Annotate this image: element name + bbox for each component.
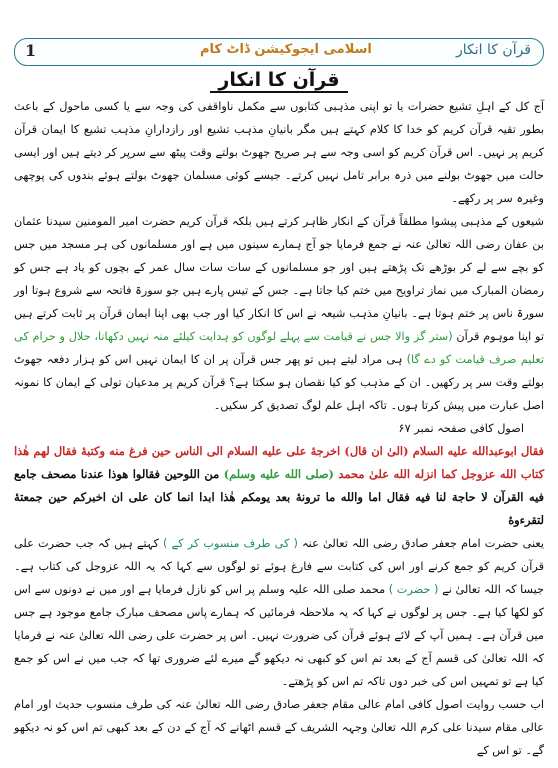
arabic-salutation: (صلی الله علیه وسلم) bbox=[223, 467, 334, 481]
paragraph-text: ہی مراد لیتے ہیں تو پھر جس قرآن پر ان کا ایمان نہیں اس کو ہزار دفعہ جھوٹ بولتے وقت سر پر رکھیں۔ ان کے مذہب کو کیا نقصان ہو سکتا ہے؟ قرآن کریم پر مدعیان تولی کے ایمان کا نمونہ اصل عبارت میں پیش کرتا ہوں۔ تاکہ اہل علم لوگ تصدیق کر سکیں۔ bbox=[14, 353, 544, 412]
paragraph-text: یعنی حضرت امام جعفر صادق رضی اللہ تعالیٰ عنہ bbox=[302, 537, 544, 550]
paragraph-text: کہتے ہیں کہ جب حضرت علی قرآن کریم کو جمع کرنے اور اس کی کتابت سے فارغ ہوئے تو لوگوں سے کہا کہ یہ اللہ عزوجل کی کتاب ہے۔ جیسا کہ اللہ تعالیٰ نے bbox=[14, 537, 544, 596]
paragraph-intro: آج کل کے اہلِ تشیع حضرات یا تو اپنی مذہبی کتابوں سے مکمل ناواقفی کی وجہ سے یا کسی ماحول کے باعث بطور تقیہ قرآن کریم کو خدا کا کلام کہتے ہیں مگر بانیانِ مذہب تشیع اور رازدارانِ مذہب تشیع کا ایمان قرآن کریم پر نہیں۔ اس قرآن کریم کو اسی وجہ سے ہر صریح جھوٹ بولتے وقت پیٹھ سے سرپر کر دیتے ہیں اور ایسی حالت میں جھوٹ بولنے میں ذرہ برابر تامل نہیں کرتے۔ جیسے کوئی مسلمان جھوٹ بولتے ہوئے بندوں کی پوچھی وغیرہ سر پر رکھے۔ bbox=[14, 100, 544, 205]
page-header bbox=[14, 38, 544, 66]
quote-hazrat: ( حضرت ) bbox=[388, 583, 439, 596]
paragraph-conclusion: اب حسب روایت اصول کافی امام عالی مقام جعفر صادق رضی اللہ تعالیٰ عنہ کی طرف منسوب حدیث اور امام عالی مقام سیدنا علی کرم اللہ تعالیٰ وجہہ الشریف کے قسم اٹھانے کہ آج کے دن کے بعد کبھی تم اس کو نہ دیکھو گے۔ تو اس کے bbox=[14, 698, 544, 757]
quote-green: (ستر گز والا جس نے قیامت سے پہلے لوگوں کو ہدایت کیلئے منہ نہیں دکھانا، حلال و حرام کی تعلیم صرف قیامت کو دے گا) bbox=[14, 330, 544, 366]
paragraph-text: شیعوں کے مذہبی پیشوا مطلقاً قرآن کے انکار ظاہر کرتے ہیں بلکہ قرآن کریم حضرت امیر المومنین سیدنا عثمان بن عفان رضی اللہ تعالیٰ عنہ نے جمع فرمایا جو آج ہمارے سینوں میں ہے اور مسلمانوں کی ہر مسجد میں جس کو بچے سے لے کر بوڑھے تک پڑھتے ہیں اور جو مسلمانوں کے سات سات سال عمر کے بچوں کو یاد ہے جس کو رمضان المبارک میں نماز تراویح میں ختم کیا جاتا ہے۔ جس کے تیس پارے ہیں جو سورۃ فاتحہ سے شروع ہوتا اور سورۃ ناس پر ختم ہوتا ہے۔ بانیانِ مذہب شیعہ نے اس کا انکار کیا اور جب بھی اپنا ایمان قرآن پر ثابت کرتے ہیں تو اپنا موہوم قرآن bbox=[14, 215, 544, 343]
quote-attribution: ( کی طرف منسوب کر کے ) bbox=[163, 537, 298, 550]
page-title: قرآن کا انکار bbox=[14, 69, 544, 91]
arabic-text: من اللوحین فقالوا هوذا عندنا مصحف جامع فیه القرآن لا حاجة لنا فیه فقال اما والله ما ترونهٔ بعد یومکم هٰذا ابدا انما کان علی ان اخبرکم حین جمعتهٔ لتقرءوهٔ bbox=[14, 467, 544, 527]
document-page bbox=[14, 38, 544, 760]
arabic-text-red: فقال ابوعبدالله علیه السلام (الیٰ ان قال) اخرجهٔ علی علیه السلام الی الناس حین فرغ منه وکتبهٔ فقال لهم هٰذا کتاب الله عزوجل کما انزله الله علیٰ محمد bbox=[14, 444, 544, 481]
site-name: اسلامی ایجوکیشن ڈاٹ کام bbox=[200, 42, 372, 57]
paragraph-translation bbox=[14, 532, 544, 693]
article-body bbox=[14, 95, 544, 762]
paragraph-shia-leaders bbox=[14, 210, 544, 417]
page-number: 1 bbox=[25, 41, 37, 60]
reference-citation: اصول کافی صفحہ نمبر ۶۷ bbox=[398, 422, 524, 435]
header-section-title: قرآن کا انکار bbox=[456, 42, 531, 58]
paragraph-text: محمد صلی اللہ علیہ وسلم پر اس کو نازل فرمایا ہے اور میں نے دونوں سے اس کو لکھا کیا ہے۔ جس پر لوگوں نے کہا کہ یہ ملاحظہ فرمائیں کہ ہمارے پاس مصحف مبارک جامع موجود ہے جس میں قرآن ہے۔ ہمیں آپ کے لائے ہوئے قرآن کی ضرورت نہیں۔ اس پر حضرت علی رضی اللہ تعالیٰ عنہ نے فرمایا کہ اللہ تعالیٰ کی قسم آج کے بعد تم اس کو کبھی نہ دیکھو گے میرے لئے ضروری تھا کہ جب میں نے اس کو جمع کیا ہے تو تمہیں اس کی خبر دوں تاکہ تم اس کو پڑھتے۔ bbox=[14, 583, 544, 688]
arabic-quotation bbox=[14, 440, 544, 532]
